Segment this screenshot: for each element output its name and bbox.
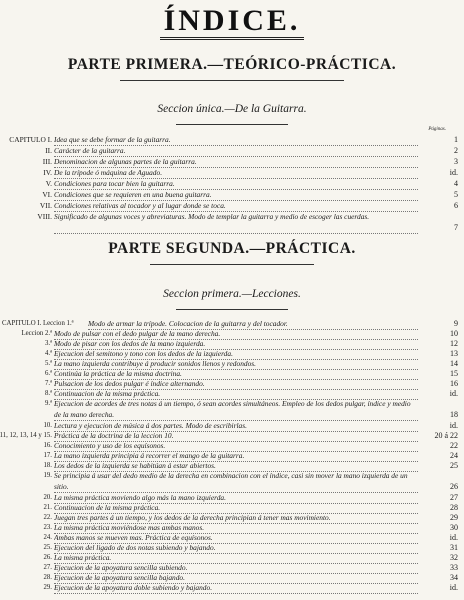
page-title: [0, 4, 464, 38]
entry-label: IV.: [43, 168, 52, 177]
entry-page: 27: [450, 493, 458, 502]
entry-label: 7.ª: [45, 380, 52, 387]
entry-label: 4.ª: [45, 350, 52, 357]
entry-title: Ejecucion de la apoyatura doble subiendo y bajando.: [54, 582, 418, 594]
entry-title: La misma práctica.: [54, 552, 418, 564]
entry-page: id.: [449, 168, 458, 177]
entry-title: La misma práctica moviéndose mas ambas manos.: [54, 522, 418, 534]
entry-page: 1: [454, 135, 458, 144]
entry-page: 12: [450, 339, 458, 348]
entry-page: id.: [449, 533, 458, 542]
entry-page: 2: [454, 146, 458, 155]
entry-title: De la trípode ó máquina de Aguado.: [54, 167, 418, 179]
entry-title: Ejecucion del semitono y tono con los dedos de la izquierda.: [54, 348, 418, 360]
entry-title: Conocimiento y uso de los equísonos.: [54, 440, 418, 452]
part1-heading: PARTE PRIMERA.—TEÓRICO-PRÁCTICA.: [67, 56, 397, 73]
entry-label: 19.: [43, 472, 52, 479]
entry-label: 16.: [43, 442, 52, 449]
toc-entry: [6, 582, 460, 593]
entry-title: La mano izquierda contribuye á producir sonidos llenos y redondos.: [54, 358, 418, 370]
toc-entry: [6, 398, 460, 420]
entry-page: 34: [450, 573, 458, 582]
entry-title: Ambas manos se mueven mas. Práctica de equísonos.: [54, 532, 418, 544]
entry-label: 18.: [43, 462, 52, 469]
entry-label: 5.ª: [45, 360, 52, 367]
entry-page: 32: [450, 553, 458, 562]
entry-label: VII.: [39, 201, 52, 210]
part2-section-heading: Seccion primera.—Lecciones.: [163, 288, 301, 300]
entry-page: id.: [449, 583, 458, 592]
title-text: ÍNDICE.: [160, 4, 305, 40]
entry-title: Continúa la práctica de la misma doctrina.: [54, 368, 418, 380]
toc-entry: [6, 134, 460, 145]
entry-label: 6.ª: [45, 370, 52, 377]
entry-label: Leccion 2.ª: [21, 330, 52, 337]
entry-title: Ejecucion del ligado de dos notas subiendo y bajando.: [54, 542, 418, 554]
entry-title: Práctica de la doctrina de la leccion 10.: [54, 430, 418, 442]
part2-heading: PARTE SEGUNDA.—PRÁCTICA.: [108, 240, 356, 257]
entry-page: 29: [450, 513, 458, 522]
entry-title: Continuacion de la misma práctica.: [54, 502, 418, 514]
entry-label: 22.: [43, 514, 52, 521]
entry-label: 25.: [43, 544, 52, 551]
divider: [120, 80, 344, 81]
entry-page: 6: [454, 201, 458, 210]
entry-label: V.: [45, 179, 52, 188]
divider: [176, 309, 288, 310]
toc-entry: [6, 470, 460, 492]
entry-title: Condiciones que se requieren en una buena guitarra.: [54, 189, 418, 201]
entry-title: Condiciones para tocar bien la guitarra.: [54, 178, 418, 190]
entry-page: 9: [454, 319, 458, 328]
entry-page: 24: [450, 451, 458, 460]
toc-entry: [6, 145, 460, 156]
toc-entry: [6, 200, 460, 211]
entry-label: 24.: [43, 534, 52, 541]
entry-page: 30: [450, 523, 458, 532]
entry-label: 23.: [43, 524, 52, 531]
entry-page: 18: [450, 410, 458, 419]
entry-title: Pulsacion de los dedos pulgar é índice alternando.: [54, 378, 418, 390]
divider: [176, 124, 288, 125]
entry-page: 5: [454, 190, 458, 199]
entry-label: 9.ª: [45, 400, 52, 407]
toc-entry: [6, 211, 460, 233]
entry-title: Continuacion de la misma práctica.: [54, 388, 418, 400]
entry-page: 15: [450, 369, 458, 378]
entry-label: II.: [45, 146, 52, 155]
entry-page: 10: [450, 329, 458, 338]
entry-page: 22: [450, 441, 458, 450]
entry-title: Idea que se debe formar de la guitarra.: [54, 134, 418, 146]
entry-label: 8.ª: [45, 390, 52, 397]
toc-entry: [6, 167, 460, 178]
entry-page: id.: [449, 421, 458, 430]
entry-label: 27.: [43, 564, 52, 571]
entry-title: Ejecucion de acordes de tres notas á un tiempo, ó sean acordes simultáneos. Empleo de los dedos pulgar, índice y medio de la mano derecha.: [54, 398, 418, 421]
entry-label: CAPITULO I. Leccion 1.ª: [2, 320, 74, 327]
entry-label: 11, 12, 13, 14 y 15.: [0, 432, 52, 439]
entry-page: 25: [450, 461, 458, 470]
entry-title: Se principia á usar del dedo medio de la derecha en combinacion con el índice, casi sin mover la mano izquierda de un sitio.: [54, 470, 418, 493]
entry-title: Modo de pisar con los dedos de la mano izquierda.: [54, 338, 418, 350]
toc-entry: [6, 178, 460, 189]
entry-page: 14: [450, 359, 458, 368]
entry-page: 7: [454, 223, 458, 232]
entry-label: CAPITULO I.: [9, 135, 52, 144]
entry-page: 20 á 22: [434, 431, 458, 440]
entry-label: 3.ª: [45, 340, 52, 347]
entry-title: Denominacion de algunas partes de la guitarra.: [54, 156, 418, 168]
entry-title: La mano izquierda principia á recorrer el mango de la guitarra.: [54, 450, 418, 462]
entry-title: Los dedos de la izquierda se habitúan á estar abiertos.: [54, 460, 418, 472]
entry-title: Condiciones relativas al tocador y al lugar donde se toca.: [54, 200, 418, 212]
entry-page: id.: [449, 389, 458, 398]
entry-label: III.: [42, 157, 52, 166]
entry-page: 13: [450, 349, 458, 358]
paginas-label: Páginas.: [428, 127, 446, 132]
entry-page: 3: [454, 157, 458, 166]
part1-section-heading: Seccion única.—De la Guitarra.: [157, 103, 307, 115]
entry-page: 16: [450, 379, 458, 388]
entry-page: 28: [450, 503, 458, 512]
entry-page: 4: [454, 179, 458, 188]
toc-entry: [6, 189, 460, 200]
entry-label: VI.: [42, 190, 52, 199]
entry-label: 29.: [43, 584, 52, 591]
entry-label: 20.: [43, 494, 52, 501]
entry-label: 10.: [43, 422, 52, 429]
entry-label: 17.: [43, 452, 52, 459]
entry-title: Juegan tres partes á un tiempo, y los dedos de la derecha principian á tener mas movimiento.: [54, 512, 418, 524]
entry-title: Carácter de la guitarra.: [54, 145, 418, 157]
entry-title: La misma práctica moviendo algo más la mano izquierda.: [54, 492, 418, 504]
entry-page: 31: [450, 543, 458, 552]
entry-title: Lectura y ejecucion de música á dos partes. Modo de escribirlas.: [54, 420, 418, 432]
entry-label: 26.: [43, 554, 52, 561]
entry-title: Modo de pulsar con el dedo pulgar de la mano derecha.: [54, 328, 418, 340]
divider: [150, 264, 314, 265]
entry-title: Ejecucion de la apoyatura sencilla bajando.: [54, 572, 418, 584]
entry-title: Significado de algunas voces y abreviaturas. Modo de templar la guitarra y medio de escoger las cuerdas.: [54, 211, 418, 234]
entry-page: 33: [450, 563, 458, 572]
entry-title: Modo de armar la trípode. Colocacion de la guitarra y del tocador.: [88, 318, 418, 330]
entry-page: 26: [450, 482, 458, 491]
entry-label: VIII.: [37, 212, 52, 221]
entry-title: Ejecucion de la apoyatura sencilla subiendo.: [54, 562, 418, 574]
entry-label: 28.: [43, 574, 52, 581]
entry-label: 21.: [43, 504, 52, 511]
toc-entry: [6, 156, 460, 167]
